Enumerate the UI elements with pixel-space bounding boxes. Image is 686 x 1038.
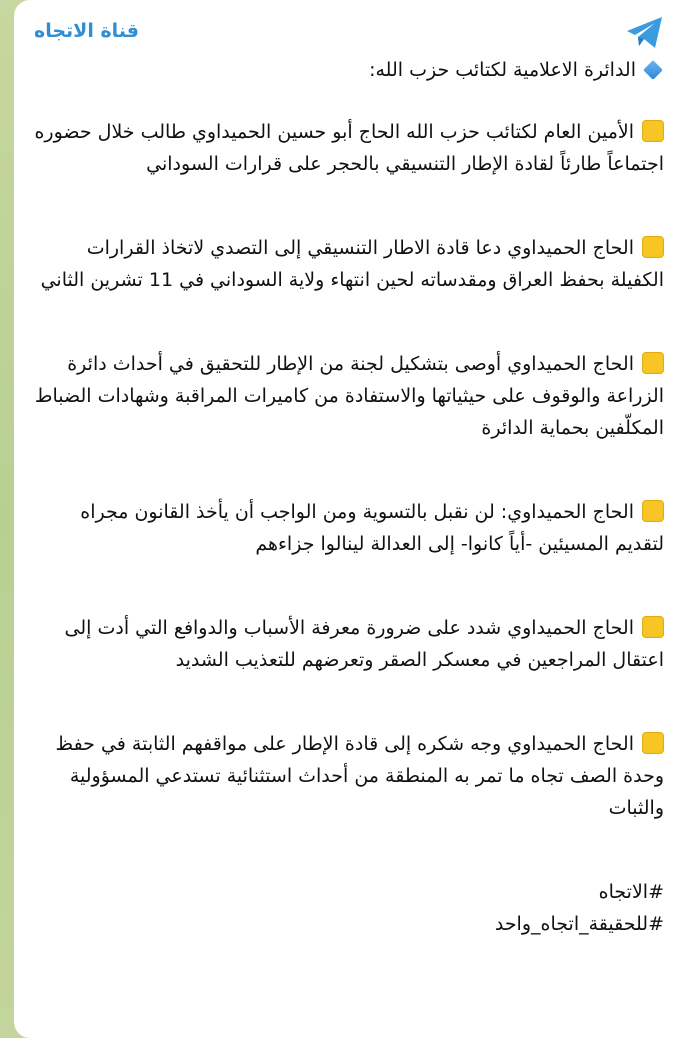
message-bubble: [14, 0, 686, 1038]
hashtags: [34, 876, 664, 940]
list-item: [34, 496, 664, 560]
list-item: [34, 116, 664, 180]
telegram-icon[interactable]: [624, 14, 666, 52]
list-item-text: الأمين العام لكتائب حزب الله الحاج أبو حسين الحميداوي طالب خلال حضوره اجتماعاً طارئاً لقادة الإطار التنسيقي بالحجر على قرارات السوداني: [34, 121, 664, 175]
list-item: [34, 612, 664, 676]
list-item: [34, 348, 664, 444]
yellow-square-icon: [642, 352, 664, 374]
blue-diamond-icon: [643, 60, 663, 80]
list-item-text: الحاج الحميداوي: لن نقبل بالتسوية ومن الواجب أن يأخذ القانون مجراه لتقديم المسيئين -أياً كانوا- إلى العدالة لينالوا جزاءهم: [80, 501, 664, 555]
intro-text: الدائرة الاعلامية لكتائب حزب الله:: [369, 59, 636, 81]
list-item-text: الحاج الحميداوي شدد على ضرورة معرفة الأسباب والدوافع التي أدت إلى اعتقال المراجعين في معسكر الصقر وتعرضهم للتعذيب الشديد: [64, 617, 664, 671]
hashtag-link[interactable]: #للحقيقة_اتجاه_واحد: [494, 913, 664, 935]
list-item-text: الحاج الحميداوي أوصى بتشكيل لجنة من الإطار للتحقيق في أحداث دائرة الزراعة والوقوف على حيثياتها والاستفادة من كاميرات المراقبة وشهادات الضباط المكلّفين بحماية الدائرة: [34, 353, 664, 439]
list-item-text: الحاج الحميداوي دعا قادة الاطار التنسيقي إلى التصدي لاتخاذ القرارات الكفيلة بحفظ العراق ومقدساته لحين انتهاء ولاية السوداني في 11 تشرين الثاني: [40, 237, 664, 291]
channel-header: [34, 14, 666, 54]
channel-name[interactable]: قناة الاتجاه: [34, 20, 140, 42]
yellow-square-icon: [642, 120, 664, 142]
list-item: [34, 728, 664, 824]
yellow-square-icon: [642, 732, 664, 754]
yellow-square-icon: [642, 236, 664, 258]
message-text: [34, 54, 664, 940]
list-item: [34, 232, 664, 296]
yellow-square-icon: [642, 500, 664, 522]
yellow-square-icon: [642, 616, 664, 638]
intro-line: [34, 54, 664, 86]
list-item-text: الحاج الحميداوي وجه شكره إلى قادة الإطار على مواقفهم الثابتة في حفظ وحدة الصف تجاه ما تمر به المنطقة من أحداث استثنائية تستدعي المسؤولية والثبات: [55, 733, 664, 819]
hashtag-link[interactable]: #الاتجاه: [598, 881, 664, 903]
